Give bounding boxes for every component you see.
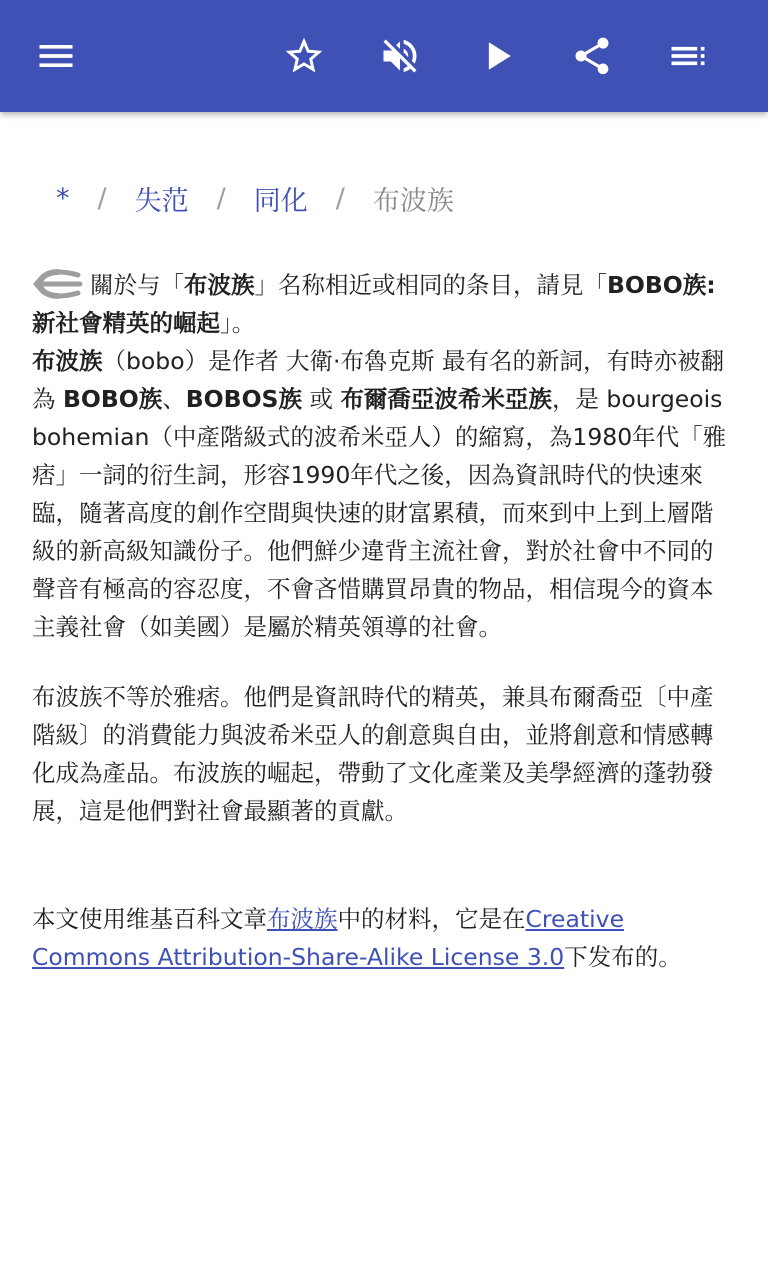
disambiguation-icon	[32, 266, 84, 302]
menu-button[interactable]	[26, 26, 86, 86]
body-paragraph: 布波族不等於雅痞。他們是資訊時代的精英，兼具布爾喬亞〔中產階級〕的消費能力與波希米亞人的創意與自由，並將創意和情感轉化成為產品。布波族的崛起，帶動了文化產業及美學經濟的蓬勃發展，這是他們對社會最顯著的貢獻。	[32, 683, 714, 825]
volume-off-icon	[378, 34, 422, 78]
play-button[interactable]	[468, 26, 528, 86]
breadcrumb-item-assimilation[interactable]: 同化	[253, 185, 308, 217]
text-run: 或	[301, 385, 341, 413]
breadcrumb-separator: /	[97, 182, 107, 214]
text-run: （bobo）是作者 大衛·布魯克斯 最有名的新詞，有時亦被翻為	[32, 347, 724, 413]
text-run: 、	[162, 385, 186, 413]
hatnote-prefix: 關於与「	[90, 271, 184, 299]
intro-paragraph	[32, 342, 736, 646]
breadcrumb-separator: /	[216, 182, 226, 214]
text-run: ，是 bourgeois bohemian（中產階級式的波希米亞人）的縮寫，為1980年代「雅痞」一詞的衍生詞，形容1990年代之後，因為資訊時代的快速來臨，隨著高度的創作空間與快速的財富累積，而來到中上到上層階級的新高級知識份子。他們鮮少違背主流社會，對於社會中不同的聲音有極高的容忍度，不會吝惜購買昂貴的物品，相信現今的資本主義社會（如美國）是屬於精英領導的社會。	[32, 385, 727, 641]
play-icon	[476, 34, 520, 78]
hatnote-suffix: 」。	[220, 309, 256, 337]
breadcrumb-current: 布波族	[372, 185, 454, 217]
article-content	[32, 266, 736, 976]
alias-bold: BOBOS族	[185, 385, 302, 413]
share-button[interactable]	[562, 26, 622, 86]
app-bar	[0, 0, 768, 112]
mute-button[interactable]	[370, 26, 430, 86]
alias-bold: BOBO族	[62, 385, 163, 413]
bookmark-button[interactable]	[274, 26, 334, 86]
attribution-text: 中的材料，它是在	[337, 905, 526, 933]
menu-icon	[34, 34, 78, 78]
breadcrumb-item-anomie[interactable]: 失范	[134, 185, 189, 217]
hatnote-middle: 」名称相近或相同的条目，請見「	[254, 271, 607, 299]
hatnote-target: BOBO族:新社會精英的崛起	[32, 271, 716, 337]
license-link[interactable]: Creative Commons Attribution-Share-Alike License 3.0	[32, 905, 625, 971]
attribution-text: 本文使用维基百科文章	[32, 905, 267, 933]
attribution-text: 下发布的。	[564, 943, 682, 971]
hatnote	[32, 266, 736, 342]
table-of-contents-button[interactable]	[658, 26, 718, 86]
breadcrumb-item-root[interactable]: *	[56, 182, 70, 214]
breadcrumb	[56, 178, 454, 218]
alias-bold: 布爾喬亞波希米亞族	[340, 385, 552, 413]
breadcrumb-separator: /	[335, 182, 345, 214]
share-icon	[570, 34, 614, 78]
toc-icon	[666, 34, 710, 78]
star-icon	[282, 34, 326, 78]
attribution	[32, 900, 736, 976]
source-article-link[interactable]: 布波族	[267, 905, 338, 933]
term-bold: 布波族	[32, 347, 103, 375]
hatnote-term: 布波族	[184, 271, 255, 299]
